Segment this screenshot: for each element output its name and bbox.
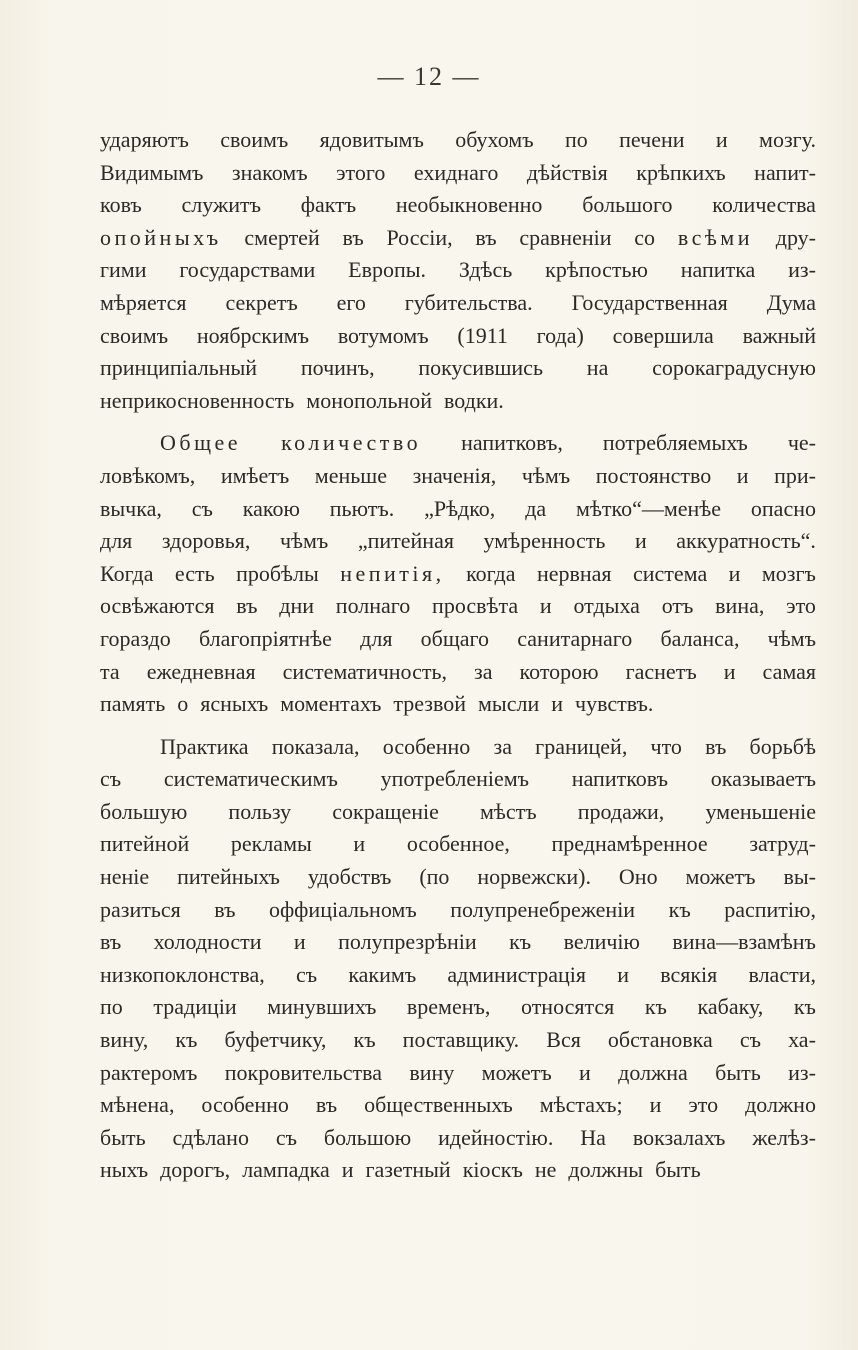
word: сокращеніе: [332, 798, 439, 824]
word: значенія,: [412, 462, 497, 488]
text-line: [100, 189, 816, 222]
word: сдѣлано: [172, 1124, 249, 1150]
word: ехиднаго: [413, 159, 499, 185]
word: поставщику.: [402, 1027, 520, 1053]
word: чѣмъ: [767, 625, 816, 651]
word: холодности: [153, 929, 262, 955]
word: секретъ: [225, 289, 298, 315]
word: съ: [739, 1027, 762, 1053]
word: для: [360, 625, 393, 651]
word: употребленіемъ: [380, 766, 530, 792]
word: минувшихъ: [267, 994, 377, 1020]
word: Оно: [618, 864, 658, 890]
word: и: [341, 1157, 354, 1183]
word: ха-: [788, 1027, 816, 1053]
text-line: [100, 1024, 816, 1057]
text-line: [100, 1057, 816, 1090]
word: сорокаградусную: [652, 355, 816, 381]
word: отдыха: [573, 593, 640, 619]
word: питейной: [100, 831, 190, 857]
word: систематичность,: [282, 658, 447, 684]
word: общественныхъ: [364, 1092, 513, 1118]
word: полупрезрѣніи: [338, 929, 477, 955]
word: дорогъ,: [160, 1157, 231, 1183]
word: и: [293, 929, 306, 955]
text-line: [100, 1154, 816, 1187]
word: должна: [618, 1059, 688, 1085]
word: ежедневная: [146, 658, 256, 684]
word: полнаго: [335, 593, 411, 619]
word: о: [177, 691, 189, 717]
word: и: [728, 560, 741, 586]
text-line: [100, 731, 816, 764]
word: чувствъ.: [575, 691, 654, 717]
word: и: [579, 1059, 591, 1085]
word: рекламы: [230, 831, 312, 857]
word: лампадка: [242, 1157, 330, 1183]
word: мѣнена,: [100, 1092, 175, 1118]
word: Европы.: [348, 257, 427, 283]
word: покровительства: [224, 1059, 383, 1085]
word: этого: [336, 159, 386, 185]
word: водки.: [444, 387, 504, 413]
text-line: [100, 763, 816, 796]
word: и: [634, 528, 647, 554]
word: съ: [295, 961, 318, 987]
word: продажи,: [577, 798, 665, 824]
word: своимъ: [220, 127, 289, 152]
word: съ: [191, 495, 213, 521]
word: необыкновенно: [395, 192, 543, 218]
word: въ: [214, 896, 236, 922]
word: на: [586, 355, 609, 381]
text-line: [100, 222, 816, 255]
word: крѣпкихъ: [636, 159, 726, 185]
word: какою: [242, 495, 300, 521]
word: пользу: [228, 798, 292, 824]
word: въ: [236, 593, 258, 619]
word: мѣряется: [100, 289, 187, 315]
word: ковъ: [100, 192, 142, 218]
word: количества: [712, 192, 816, 218]
word: къ: [353, 1027, 376, 1053]
word: особенно: [201, 1092, 289, 1118]
word: мысли: [478, 691, 540, 717]
word: показала,: [271, 733, 360, 759]
page-number: — 12 —: [377, 62, 481, 91]
word: из-: [788, 257, 816, 283]
word: Дума: [766, 289, 816, 315]
word: полупренебреженіи: [450, 896, 636, 922]
word: къ: [509, 929, 532, 955]
word: постоянство: [595, 462, 712, 488]
text-line: [100, 861, 816, 894]
text-line: [100, 926, 816, 959]
text-line: [100, 796, 816, 829]
word: это: [688, 1092, 719, 1118]
word: освѣжаются: [100, 593, 215, 619]
word: и: [723, 658, 736, 684]
word: та: [100, 658, 120, 684]
word: къ: [175, 1027, 198, 1053]
text-line: [100, 1122, 816, 1155]
word: неніе: [100, 864, 150, 890]
word: оказываетъ: [710, 766, 816, 792]
word: принципіальный: [100, 355, 258, 381]
word: величію: [563, 929, 640, 955]
word: можетъ: [685, 864, 756, 890]
text-line: [100, 623, 816, 656]
word: имѣетъ: [220, 462, 290, 488]
word: монопольной: [306, 387, 433, 413]
word: мѣстахъ;: [539, 1092, 623, 1118]
word: здоровья,: [161, 528, 251, 554]
word: въ: [475, 224, 497, 250]
word: Государственная: [571, 289, 728, 315]
word: быть: [715, 1059, 761, 1085]
word: мозгу.: [759, 127, 816, 152]
word: губительства.: [404, 289, 533, 315]
word: при-: [774, 462, 816, 488]
word: всѣми: [677, 224, 753, 250]
word: есть: [174, 560, 215, 586]
word: че-: [787, 430, 816, 456]
word: большою: [323, 1124, 412, 1150]
word: кабаку,: [697, 994, 764, 1020]
word: борьбѣ: [749, 733, 816, 759]
text-line: [100, 124, 816, 157]
word: и: [715, 127, 728, 152]
word: преднамѣренное: [551, 831, 708, 857]
word: которою: [519, 658, 599, 684]
word: съ: [100, 766, 122, 792]
word: вотумомъ: [337, 322, 429, 348]
word: напитка: [680, 257, 756, 283]
word: напитковъ: [571, 766, 668, 792]
word: что: [650, 733, 682, 759]
word: распитію,: [724, 896, 816, 922]
word: особенно: [382, 733, 471, 759]
word: ясныхъ: [200, 691, 269, 717]
word: покусившись: [418, 355, 543, 381]
text-line: [100, 828, 816, 861]
word: за: [474, 658, 493, 684]
word: съ: [275, 1124, 297, 1150]
word: ловѣкомъ,: [100, 462, 196, 488]
word: въ: [100, 929, 122, 955]
word: какимъ: [348, 961, 417, 987]
word: и: [353, 831, 366, 857]
word: всякія: [660, 961, 718, 987]
word: (по: [419, 864, 450, 890]
word: На: [580, 1124, 606, 1150]
word: къ: [793, 994, 816, 1020]
word: разиться: [100, 896, 181, 922]
word: и: [617, 961, 630, 987]
word: своимъ: [100, 322, 169, 348]
word: память: [100, 691, 166, 717]
word: (1911: [457, 322, 508, 348]
word: низкопоклонства,: [100, 961, 265, 987]
word: да: [525, 495, 547, 521]
word: Россіи,: [386, 224, 453, 250]
text-line: [100, 525, 816, 558]
body-text: [100, 124, 816, 1187]
word: „Рѣдко,: [424, 495, 496, 521]
word: меньше: [314, 462, 387, 488]
word: потребляемыхъ: [602, 430, 748, 456]
word: Вся: [546, 1027, 581, 1053]
text-line: [100, 558, 816, 591]
word: служитъ: [181, 192, 261, 218]
word: просвѣта: [432, 593, 519, 619]
word: Видимымъ: [100, 159, 204, 185]
word: и: [551, 691, 564, 717]
word: непитія,: [340, 560, 445, 586]
word: Общее: [160, 430, 242, 456]
word: дѣйствія: [526, 159, 608, 185]
word: по: [564, 127, 588, 152]
word: власти,: [748, 961, 816, 987]
text-line: [100, 320, 816, 353]
word: границей,: [535, 733, 628, 759]
word: умѣренность: [483, 528, 606, 554]
word: трезвой: [393, 691, 466, 717]
paragraph-gap: [100, 417, 816, 427]
word: ноябрскимъ: [196, 322, 310, 348]
word: крѣпостью: [545, 257, 648, 283]
word: въ: [342, 224, 364, 250]
word: традиціи: [153, 994, 237, 1020]
word: это: [786, 593, 816, 619]
word: оффиціальномъ: [269, 896, 417, 922]
word: вокзалахъ: [632, 1124, 726, 1150]
word: опойныхъ: [100, 224, 222, 250]
text-line: [100, 385, 816, 418]
word: уменьшеніе: [705, 798, 816, 824]
word: мѣтко“—менѣе: [576, 495, 722, 521]
word: къ: [668, 896, 691, 922]
word: система: [633, 560, 708, 586]
text-line: [100, 157, 816, 190]
word: дру-: [775, 224, 816, 250]
word: чѣмъ: [279, 528, 329, 554]
text-line: [100, 460, 816, 493]
word: починъ,: [300, 355, 375, 381]
word: быть: [100, 1124, 146, 1150]
word: важный: [742, 322, 816, 348]
word: норвежски).: [477, 864, 591, 890]
word: сравненіи: [519, 224, 612, 250]
word: опасно: [750, 495, 816, 521]
word: большую: [100, 798, 188, 824]
word: систематическимъ: [163, 766, 338, 792]
word: неприкосновенность: [100, 387, 295, 413]
text-line: [100, 427, 816, 460]
word: въ: [315, 1092, 338, 1118]
word: „питейная: [357, 528, 454, 554]
word: затруд-: [749, 831, 816, 857]
text-line: [100, 352, 816, 385]
word: мозгъ: [761, 560, 816, 586]
word: дни: [279, 593, 315, 619]
word: можетъ: [481, 1059, 552, 1085]
word: буфетчику,: [224, 1027, 327, 1053]
word: со: [634, 224, 656, 250]
word: большого: [582, 192, 673, 218]
word: идейностію.: [438, 1124, 554, 1150]
word: ударяютъ: [100, 127, 189, 152]
word: гими: [100, 257, 147, 283]
text-line: [100, 959, 816, 992]
word: Когда: [100, 560, 154, 586]
word: отъ: [661, 593, 694, 619]
word: Здѣсь: [458, 257, 513, 283]
word: обухомъ: [455, 127, 534, 152]
word: знакомъ: [231, 159, 308, 185]
word: не: [534, 1157, 557, 1183]
text-line: [100, 894, 816, 927]
word: рактеромъ: [100, 1059, 198, 1085]
word: къ: [644, 994, 667, 1020]
word: вина—взамѣнъ: [672, 929, 816, 955]
text-line: [100, 688, 816, 721]
word: моментахъ: [280, 691, 382, 717]
word: относятся: [520, 994, 615, 1020]
word: и: [539, 593, 552, 619]
word: благопріятнѣе: [198, 625, 332, 651]
word: пробѣлы: [236, 560, 319, 586]
word: мѣстъ: [479, 798, 537, 824]
word: вина,: [715, 593, 765, 619]
text-line: [100, 656, 816, 689]
word: удобствъ: [307, 864, 392, 890]
word: временъ,: [406, 994, 491, 1020]
word: общаго: [420, 625, 490, 651]
word: вы-: [783, 864, 816, 890]
word: напит-: [754, 159, 816, 185]
word: совершила: [612, 322, 714, 348]
text-line: [100, 590, 816, 623]
word: вычка,: [100, 495, 162, 521]
word: должны: [568, 1157, 644, 1183]
word: гаснетъ: [625, 658, 697, 684]
word: баланса,: [660, 625, 740, 651]
text-line: [100, 493, 816, 526]
text-line: [100, 1089, 816, 1122]
word: смертей: [244, 224, 320, 250]
word: нервная: [536, 560, 612, 586]
word: когда: [466, 560, 516, 586]
word: администрація: [447, 961, 587, 987]
word: аккуратность“.: [676, 528, 816, 554]
paragraph-gap: [100, 721, 816, 731]
word: государствами: [179, 257, 316, 283]
word: питейныхъ: [177, 864, 280, 890]
word: особенное,: [406, 831, 510, 857]
word: обстановка: [607, 1027, 713, 1053]
word: фактъ: [300, 192, 357, 218]
text-line: [100, 254, 816, 287]
word: кіоскъ: [462, 1157, 523, 1183]
word: Практика: [160, 733, 249, 759]
word: его: [336, 289, 366, 315]
word: напитковъ,: [461, 430, 563, 456]
word: из-: [788, 1059, 816, 1085]
word: за: [493, 733, 512, 759]
word: гораздо: [100, 625, 171, 651]
word: пьютъ.: [329, 495, 395, 521]
text-line: [100, 991, 816, 1024]
word: газетный: [365, 1157, 451, 1183]
word: должно: [745, 1092, 816, 1118]
word: чѣмъ: [521, 462, 571, 488]
word: печени: [619, 127, 685, 152]
word: для: [100, 528, 133, 554]
word: года): [536, 322, 584, 348]
word: желѣз-: [752, 1124, 816, 1150]
word: ныхъ: [100, 1157, 149, 1183]
word: самая: [762, 658, 816, 684]
word: санитарнаго: [517, 625, 633, 651]
text-line: [100, 287, 816, 320]
word: ядовитымъ: [319, 127, 424, 152]
word: вину,: [100, 1027, 149, 1053]
word: количество: [281, 430, 422, 456]
word: и: [736, 462, 749, 488]
word: по: [100, 994, 123, 1020]
word: быть: [655, 1157, 701, 1183]
word: вину: [409, 1059, 455, 1085]
word: въ: [705, 733, 727, 759]
word: и: [649, 1092, 662, 1118]
